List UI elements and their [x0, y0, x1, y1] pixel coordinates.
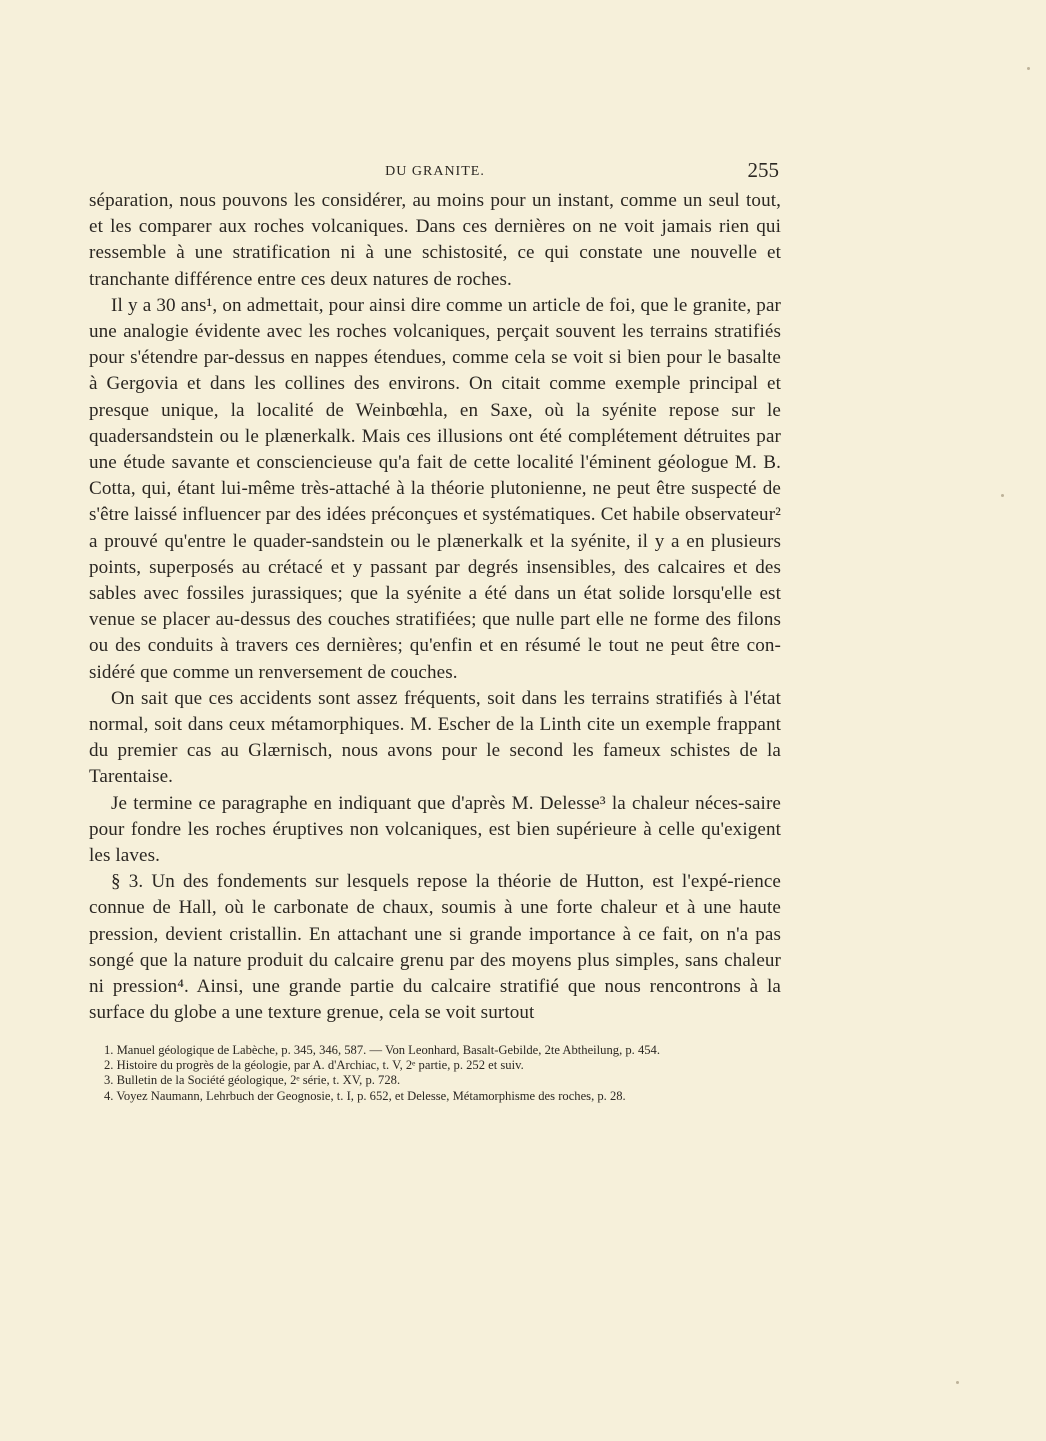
paragraph: § 3. Un des fondements sur lesquels repose la théorie de Hutton, est l'expé-rience connue de Hall, où le carbonate de chaux, soumis à une forte chaleur et à une haute pression, devient cristallin. En attachant une si grande importance à ce fait, on n'a pas songé que la nature produit du calcaire grenu par des moyens plus simples, sans chaleur ni pression⁴. Ainsi, une grande partie du calcaire stratifié que nous rencontrons à la surface du globe a une texture grenue, cela se voit surtout: [89, 871, 781, 1024]
footnotes: [89, 1043, 781, 1105]
page-header: [89, 160, 781, 188]
footnote: 2. Histoire du progrès de la géologie, par A. d'Archiac, t. V, 2ᵉ partie, p. 252 et suiv.: [104, 1057, 524, 1072]
paragraph: Il y a 30 ans¹, on admettait, pour ainsi dire comme un article de foi, que le granite, par une analogie évidente avec les roches volcaniques, perçait souvent les terrains stratifiés pour s'étendre par-dessus en nappes étendues, comme cela se voit si bien pour le basalte à Gergovia et dans les collines des environs. On citait comme exemple principal et presque unique, la localité de Weinbœhla, en Saxe, où la syénite repose sur le quadersandstein ou le plænerkalk. Mais ces illusions ont été complétement détruites par une étude savante et consciencieuse qu'a fait de cette localité l'éminent géologue M. B. Cotta, qui, étant lui-même très-attaché à la théorie plutonienne, ne peut être suspecté de s'être laissé influencer par des idées préconçues et systématiques. Cet habile observateur² a prouvé qu'entre le quader-sandstein ou le plænerkalk et la syénite, il y a en plusieurs points, superposés au crétacé et y passant par degrés insensibles, des calcaires et des sables avec fossiles jurassiques; que la syénite a été dans un état solide lorsqu'elle est venue se placer au-dessus des couches stratifiées; que nulle part elle ne forme des filons ou des conduits à travers ces dernières; qu'enfin et en résumé le tout ne peut être con-sidéré que comme un renversement de couches.: [89, 294, 781, 683]
footnote: 4. Voyez Naumann, Lehrbuch der Geognosie, t. I, p. 652, et Delesse, Métamorphisme des roches, p. 28.: [104, 1088, 626, 1103]
paragraph: Je termine ce paragraphe en indiquant que d'après M. Delesse³ la chaleur néces-saire pour fondre les roches éruptives non volcaniques, est bien supérieure à celle qu'exigent les laves.: [89, 792, 781, 867]
page-number: 255: [747, 158, 779, 182]
body-text: [89, 188, 781, 1027]
paragraph: On sait que ces accidents sont assez fréquents, soit dans les terrains stratifiés à l'état normal, soit dans ceux métamorphiques. M. Escher de la Linth cite un exemple frappant du premier cas au Glærnisch, nous avons pour le second les fameux schistes de la Tarentaise.: [89, 687, 781, 788]
footnote: 1. Manuel géologique de Labèche, p. 345, 346, 587. — Von Leonhard, Basalt-Gebilde, 2te Abtheilung, p. 454.: [104, 1042, 660, 1057]
paragraph: séparation, nous pouvons les considérer, au moins pour un instant, comme un seul tout, et les comparer aux roches volcaniques. Dans ces dernières on ne voit jamais rien qui ressemble à une stratification ni à une schistosité, ce qui constate une nouvelle et tranchante différence entre ces deux natures de roches.: [89, 190, 781, 290]
running-title: DU GRANITE.: [385, 164, 485, 179]
paper-speck: [1001, 494, 1004, 497]
footnote: 3. Bulletin de la Société géologique, 2ᵉ série, t. XV, p. 728.: [104, 1073, 401, 1088]
paper-speck: [1027, 67, 1030, 70]
page: [89, 160, 781, 1104]
paper-speck: [956, 1381, 959, 1384]
